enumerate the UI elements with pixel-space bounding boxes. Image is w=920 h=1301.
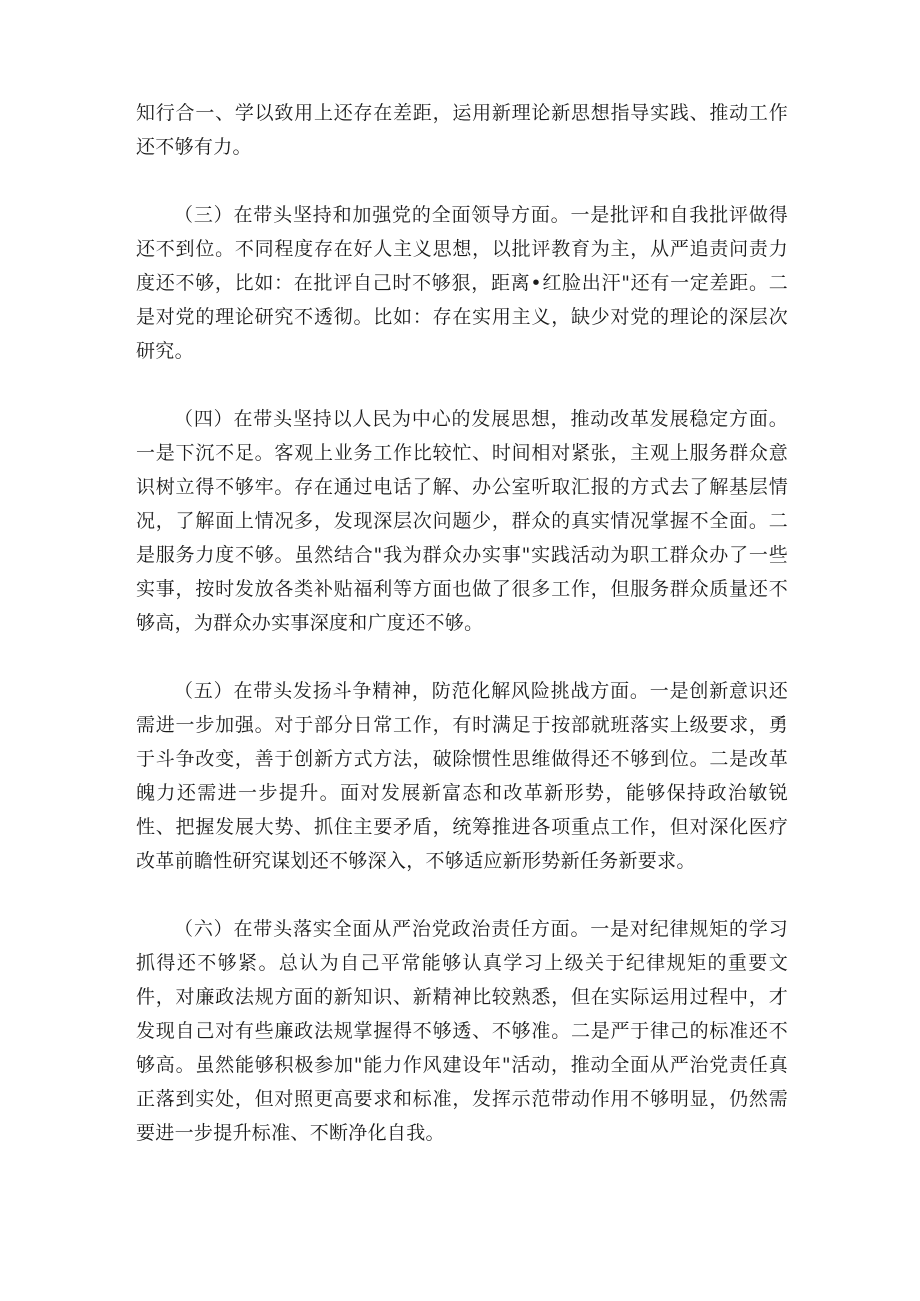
paragraph-section-4: （四）在带头坚持以人民为中心的发展思想，推动改革发展稳定方面。一是下沉不足。客观上业务工作比较忙、时间相对紧张，主观上服务群众意识树立得不够牢。存在通过电话了解、办公室听取汇报的方式去了解基层情况，了解面上情况多，发现深层次问题少，群众的真实情况掌握不全面。二是服务力度不够。虽然结合"我为群众办实事"实践活动为职工群众办了一些实事，按时发放各类补贴福利等方面也做了很多工作，但服务群众质量还不够高，为群众办实事深度和广度还不够。 [136,408,788,634]
paragraph-section-6: （六）在带头落实全面从严治党政治责任方面。一是对纪律规矩的学习抓得还不够紧。总认为自己平常能够认真学习上级关于纪律规矩的重要文件，对廉政法规方面的新知识、新精神比较熟悉，但在实际运用过程中，才发现自己对有些廉政法规掌握得不够透、不够准。二是严于律己的标准还不够高。虽然能够积极参加"能力作风建设年"活动，推动全面从严治党责任真正落到实处，但对照更高要求和标准，发挥示范带动作用不够明显，仍然需要进一步提升标准、不断净化自我。 [136,918,788,1144]
document-body [136,96,788,1184]
paragraph-continuation: 知行合一、学以致用上还存在差距，运用新理论新思想指导实践、推动工作还不够有力。 [136,102,788,158]
paragraph-section-5: （五）在带头发扬斗争精神，防范化解风险挑战方面。一是创新意识还需进一步加强。对于部分日常工作，有时满足于按部就班落实上级要求，勇于斗争改变，善于创新方式方法，破除惯性思维做得还不够到位。二是改革魄力还需进一步提升。面对发展新富态和改革新形势，能够保持政治敏锐性、把握发展大势、抓住主要矛盾，统筹推进各项重点工作，但对深化医疗改革前瞻性研究谋划还不够深入，不够适应新形势新任务新要求。 [136,680,788,872]
paragraph-section-3: （三）在带头坚持和加强党的全面领导方面。一是批评和自我批评做得还不到位。不同程度存在好人主义思想，以批评教育为主，从严追责问责力度还不够，比如：在批评自己时不够狠，距离•红脸出汗"还有一定差距。二是对党的理论研究不透彻。比如：存在实用主义，缺少对党的理论的深层次研究。 [136,204,788,362]
